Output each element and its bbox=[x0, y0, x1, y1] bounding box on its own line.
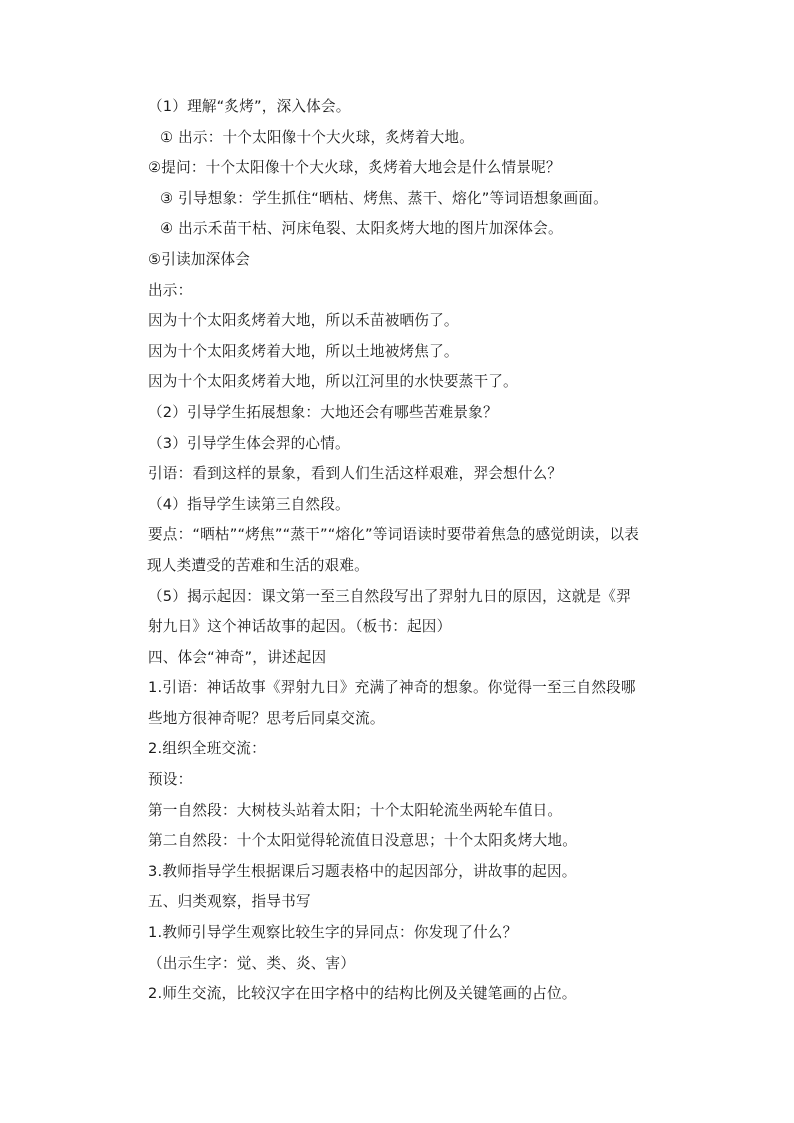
text-line: 预设： bbox=[148, 771, 193, 789]
text-line: 要点：“晒枯”“烤焦”“蒸干”“熔化”等词语读时要带着焦急的感觉朗读，以表 bbox=[148, 526, 640, 544]
text-line: 第二自然段：十个太阳觉得轮流值日没意思；十个太阳炙烤大地。 bbox=[148, 832, 578, 850]
text-line: （出示生字：觉、类、炎、害） bbox=[148, 954, 356, 972]
document-body bbox=[148, 92, 678, 1010]
text-line: （2）引导学生拓展想象：大地还会有哪些苦难景象？ bbox=[148, 403, 498, 421]
text-line: （5）揭示起因：课文第一至三自然段写出了羿射九日的原因，这就是《羿 bbox=[148, 587, 631, 605]
text-line: （1）理解“炙烤”，深入体会。 bbox=[148, 98, 351, 115]
text-line: 因为十个太阳炙烤着大地，所以土地被烤焦了。 bbox=[148, 342, 459, 360]
text-line: 第一自然段：大树枝头站着太阳；十个太阳轮流坐两轮车值日。 bbox=[148, 801, 563, 819]
text-line: 引语：看到这样的景象，看到人们生活这样艰难，羿会想什么？ bbox=[148, 465, 563, 483]
section-heading: 四、体会“神奇”，讲述起因 bbox=[148, 648, 327, 666]
section-heading: 五、归类观察，指导书写 bbox=[148, 893, 311, 911]
text-line: 2.师生交流，比较汉字在田字格中的结构比例及关键笔画的占位。 bbox=[148, 985, 577, 1003]
text-line: ① 出示：十个太阳像十个大火球，炙烤着大地。 bbox=[160, 128, 474, 146]
text-line: ②提问：十个太阳像十个大火球，炙烤着大地会是什么情景呢？ bbox=[148, 159, 561, 177]
text-line: 射九日》这个神话故事的起因。（板书：起因） bbox=[148, 618, 452, 636]
text-line: 2.组织全班交流： bbox=[148, 740, 266, 758]
text-line: 1.引语：神话故事《羿射九日》充满了神奇的想象。你觉得一至三自然段哪 bbox=[148, 679, 636, 697]
text-line: ⑤引读加深体会 bbox=[148, 250, 251, 268]
text-line: 1.教师引导学生观察比较生字的异同点：你发现了什么？ bbox=[148, 924, 518, 942]
text-line: （4）指导学生读第三自然段。 bbox=[148, 495, 350, 513]
text-line: ④ 出示禾苗干枯、河床龟裂、太阳炙烤大地的图片加深体会。 bbox=[160, 220, 563, 238]
text-line: 3.教师指导学生根据课后习题表格中的起因部分，讲故事的起因。 bbox=[148, 862, 577, 880]
text-line: ③ 引导想象：学生抓住“晒枯、烤焦、蒸干、熔化”等词语想象画面。 bbox=[160, 189, 608, 207]
text-line: 些地方很神奇呢？思考后同桌交流。 bbox=[148, 709, 385, 727]
text-line: 出示： bbox=[148, 281, 193, 299]
text-line: 因为十个太阳炙烤着大地，所以江河里的水快要蒸干了。 bbox=[148, 373, 518, 391]
text-line: 因为十个太阳炙烤着大地，所以禾苗被晒伤了。 bbox=[148, 312, 459, 330]
text-line: （3）引导学生体会羿的心情。 bbox=[148, 434, 350, 452]
text-line: 现人类遭受的苦难和生活的艰难。 bbox=[147, 556, 369, 574]
